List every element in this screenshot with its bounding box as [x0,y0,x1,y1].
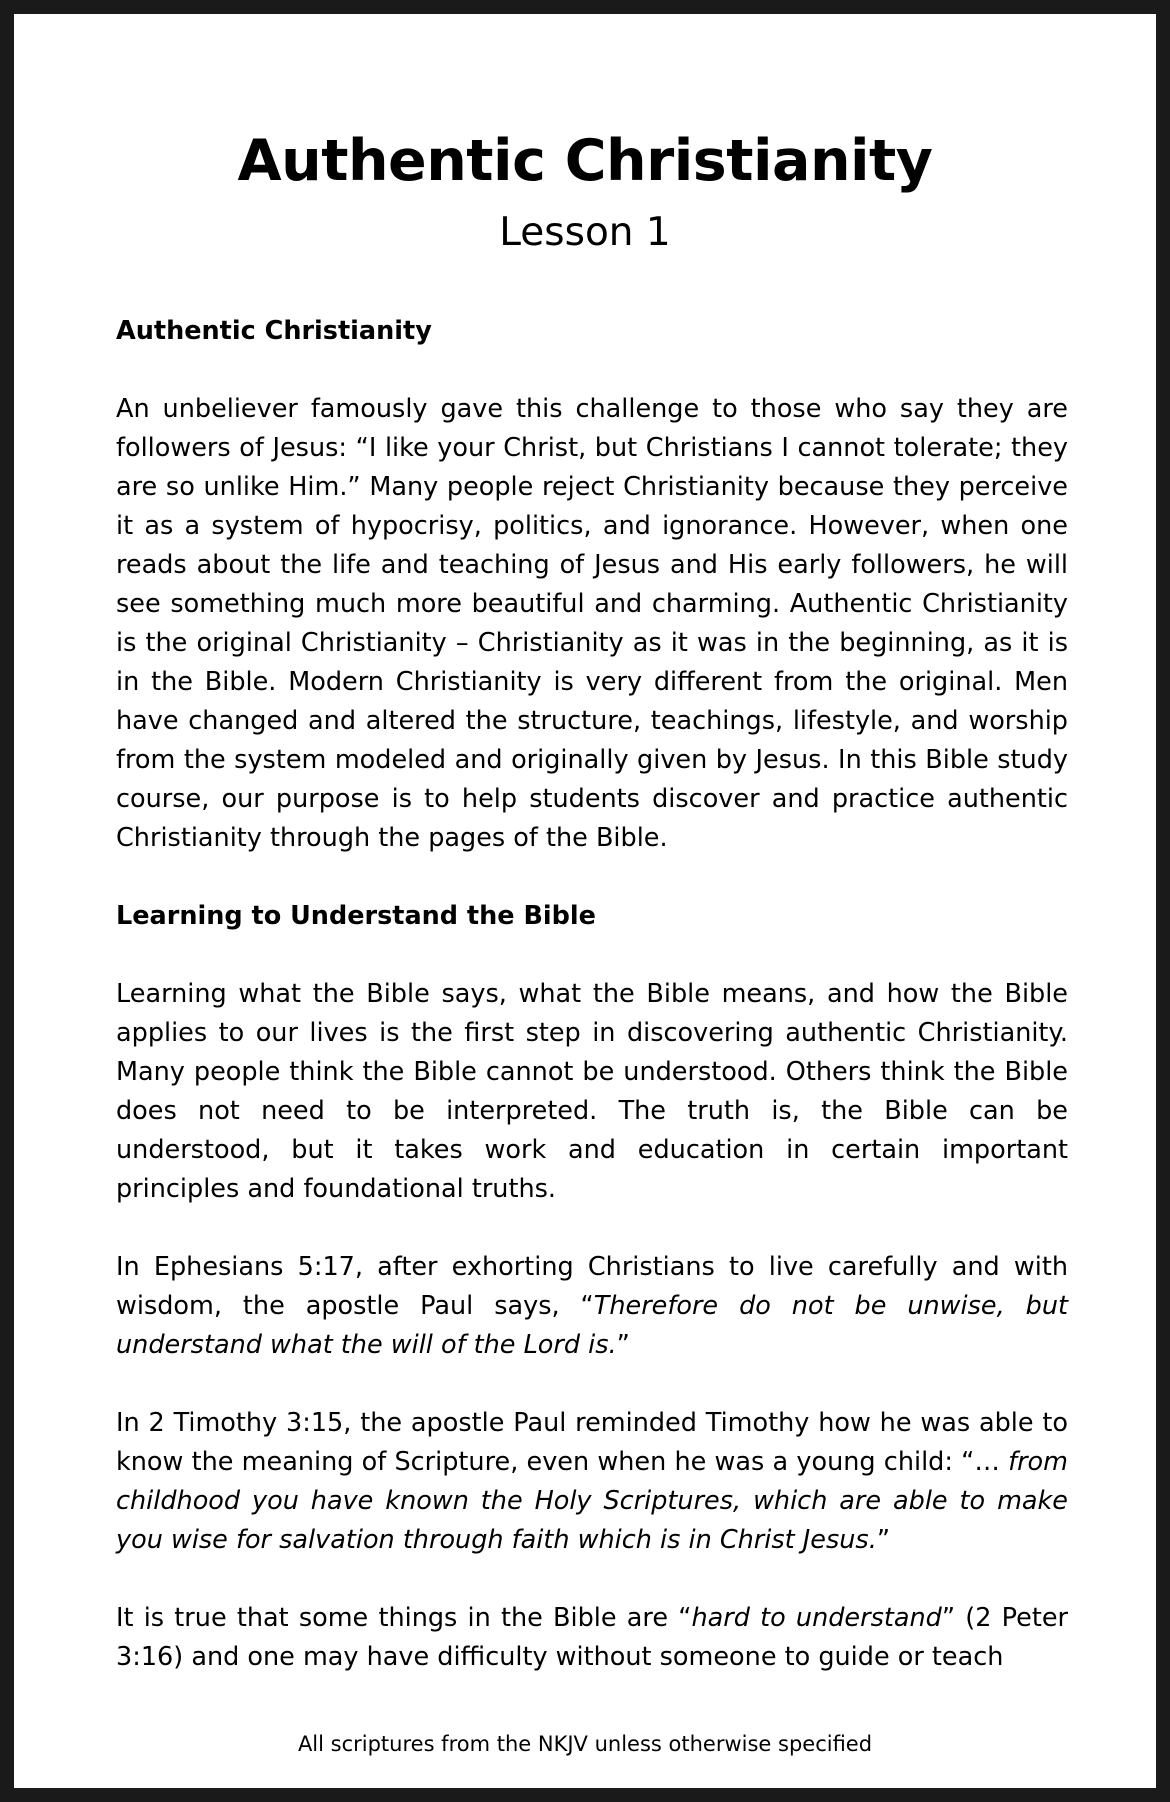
body-paragraph: An unbeliever famously gave this challenge to those who say they are followers of Jesus: “I like your Christ, but Christians I cannot tolerate; they are so unlike Him.” Many people reject Christianity because they perceive it as a system of hypocrisy, politics, and ignorance. However, when one reads about the life and teaching of Jesus and His early followers, he will see something much more beautiful and charming. Authentic Christianity is the original Christianity – Christianity as it was in the beginning, as it is in the Bible. Modern Christianity is very different from the original. Men have changed and altered the structure, teachings, lifestyle, and worship from the system modeled and originally given by Jesus. In this Bible study course, our purpose is to help students discover and practice authentic Christianity through the pages of the Bible. [116,394,1068,853]
scripture-paragraph [116,1248,1068,1365]
section-heading: Learning to Understand the Bible [116,901,596,931]
paragraph-text: ” (2 Peter 3:16) and one may have difficulty without someone to guide or teach [116,1603,1068,1672]
paragraph-text: In Ephesians 5:17, after exhorting Christians to live carefully and with wisdom, the apostle Paul says, “ [116,1252,1068,1321]
document-title: Authentic Christianity [237,128,933,194]
paragraph-text: ” [616,1330,630,1360]
scripture-paragraph [116,1404,1068,1560]
scripture-quote: Therefore do not be unwise, but understand what the will of the Lord is. [116,1291,1068,1360]
paragraph-text: ” [876,1525,891,1555]
document-body [116,312,1068,1716]
body-paragraph: Learning what the Bible says, what the Bible means, and how the Bible applies to our lives is the first step in discovering authentic Christianity. Many people think the Bible cannot be understood. Others think the Bible does not need to be interpreted. The truth is, the Bible can be understood, but it takes work and education in certain important principles and foundational truths. [116,979,1068,1204]
lesson-number: Lesson 1 [499,210,671,255]
page-footer: All scriptures from the NKJV unless otherwise specified [297,1732,873,1756]
paragraph-text: It is true that some things in the Bible are “ [116,1603,692,1633]
scripture-quote: from childhood you have known the Holy Scriptures, which are able to make you wise for salvation through faith which is in Christ Jesus. [116,1447,1068,1555]
section-heading: Authentic Christianity [116,316,432,346]
paragraph-text: In 2 Timothy 3:15, the apostle Paul reminded Timothy how he was able to know the meaning of Scripture, even when he was a young child: “… [116,1408,1068,1477]
document-page [14,14,1156,1788]
scripture-paragraph [116,1599,1068,1677]
scripture-quote: hard to understand [691,1603,942,1633]
